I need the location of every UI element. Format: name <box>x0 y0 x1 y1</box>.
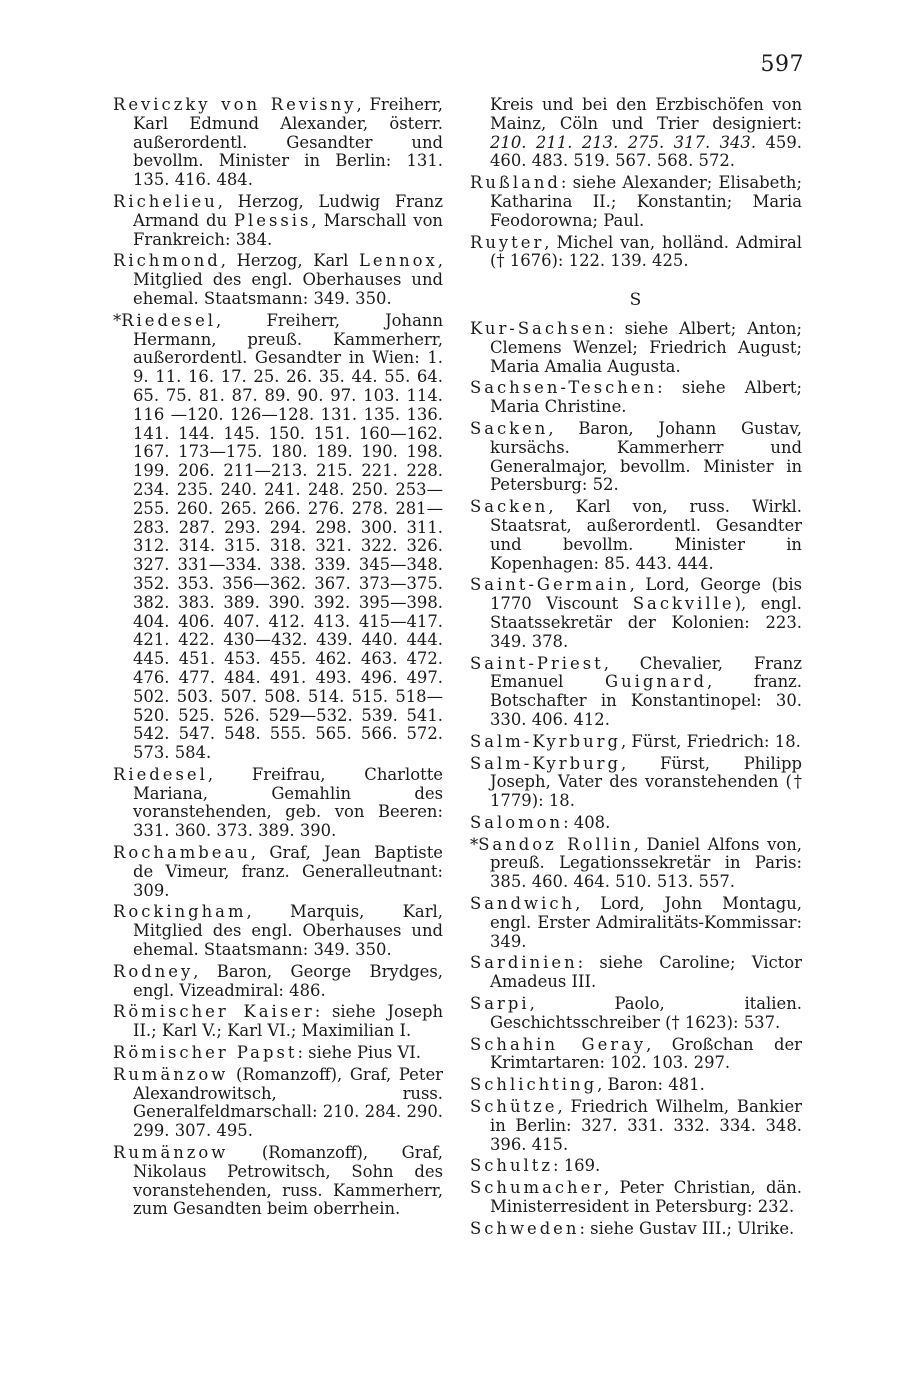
entry-text: : siehe Albert; Anton; Clemens Wenzel; Friedrich August; Maria Amalia Augusta. <box>490 318 802 376</box>
entry-name: Sacken <box>470 418 549 438</box>
entry-text: , Baron: 481. <box>597 1075 705 1095</box>
index-entry <box>470 954 802 992</box>
entry-text: , Baron, Johann Gustav, kursächs. Kammerherr und Generalmajor, bevollm. Minister in Petersburg: 52. <box>490 418 802 495</box>
index-entry <box>113 1066 443 1141</box>
entry-text: , Marquis, Karl, Mitglied des engl. Oberhauses und ehemal. Staatsmann: 349. 350. <box>133 902 443 960</box>
index-entry <box>113 903 443 959</box>
entry-text: , Karl von, russ. Wirkl. Staatsrat, außerordentl. Gesandter und bevollm. Minister in Kopenhagen: 85. 443. 444. <box>490 497 802 573</box>
entry-text: , Michel van, holländ. Admiral († 1676): 122. 139. 425. <box>490 232 802 271</box>
entry-name: Sackville <box>632 594 735 614</box>
right-column-top <box>470 96 802 271</box>
entry-text: , Friedrich Wilhelm, Bankier in Berlin: 327. 331. 332. 334. 348. 396. 415. <box>490 1097 802 1154</box>
index-entry <box>470 320 802 376</box>
index-entry <box>470 1076 802 1095</box>
entry-text: , Großchan der Krimtartaren: 102. 103. 297. <box>490 1034 802 1073</box>
entry-text: , franz. Botschafter in Konstantinopel: 30. 330. 406. 412. <box>490 672 802 729</box>
entry-text: Kreis und bei den Erzbischöfen von Mainz, Cöln und Trier designiert: <box>490 95 802 133</box>
entry-name: Römischer Papst <box>113 1043 298 1063</box>
entry-text: 459. 460. 483. 519. 567. 568. 572. <box>490 132 802 171</box>
index-entry <box>470 1179 802 1217</box>
entry-name: Guignard <box>605 672 708 692</box>
entry-name: Sandoz Rollin <box>478 834 634 854</box>
entry-text: , Lord, George (bis 1770 Viscount <box>490 575 802 614</box>
entry-name: Lennox <box>358 251 438 271</box>
index-entry <box>470 755 802 811</box>
entry-text: , Peter Christian, dän. Ministerresident in Petersburg: 232. <box>490 1178 802 1217</box>
entry-name: Rumänzow <box>113 1143 229 1163</box>
index-entry <box>113 1144 443 1219</box>
entry-name: Ruyter <box>470 232 545 252</box>
entry-name: Römischer Kaiser <box>113 1002 315 1022</box>
index-entry <box>470 1098 802 1154</box>
page-number: 597 <box>760 52 804 77</box>
entry-text: , Baron, George Brydges, engl. Vizeadmiral: 486. <box>133 961 443 1000</box>
index-entry <box>113 1003 443 1041</box>
entry-text: , Mitglied des engl. Oberhauses und ehemal. Staatsmann: 349. 350. <box>133 251 443 308</box>
entry-name: Plessis <box>233 210 312 230</box>
index-entry <box>470 1036 802 1074</box>
entry-text: : siehe Albert; Maria Christine. <box>490 378 802 417</box>
index-entry <box>470 1157 802 1176</box>
index-entry <box>470 733 802 752</box>
entry-name: Sarpi <box>470 994 530 1014</box>
index-entry <box>113 766 443 841</box>
index-entry <box>470 379 802 417</box>
entry-text: , Marschall von Frankreich: 384. <box>133 210 443 249</box>
entry-name: Schahin Geray <box>470 1034 647 1054</box>
section-letter: S <box>629 290 643 311</box>
entry-text: (Romanzoff), Graf, Nikolaus Petrowitsch, Sohn des voranstehenden, russ. Kammerherr, zum Gesandten beim oberrhein. <box>133 1143 443 1219</box>
index-entry <box>470 498 802 573</box>
entry-name: Riedesel <box>113 764 208 784</box>
entry-text: , Freifrau, Charlotte Mariana, Gemahlin des voranstehenden, geb. von Beeren: 331. 360. 373. 389. 390. <box>133 764 443 841</box>
entry-text: , Daniel Alfons von, preuß. Legationssekretär in Paris: 385. 460. 464. 510. 513. 557. <box>490 834 802 892</box>
entry-text: , Fürst, Friedrich: 18. <box>621 731 801 751</box>
entry-text: , Freiherr, Karl Edmund Alexander, österr. außerordentl. Gesandter und bevollm. Minister in Berlin: 131. 135. 416. 484. <box>133 95 443 190</box>
entry-text: : siehe Caroline; Victor Amadeus III. <box>490 953 802 992</box>
entry-name: Sandwich <box>470 894 576 914</box>
index-entry <box>470 814 802 833</box>
index-entry <box>113 312 443 763</box>
entry-text: , Lord, John Montagu, engl. Erster Admiralitäts-Kommissar: 349. <box>490 894 802 951</box>
entry-name: Salm-Kyrburg <box>470 731 621 751</box>
entry-text: : 169. <box>553 1156 601 1176</box>
entry-text: , Fürst, Philipp Joseph, Vater des voranstehenden († 1779): 18. <box>490 753 802 811</box>
index-entry <box>113 252 443 308</box>
entry-text: : siehe Joseph II.; Karl V.; Karl VI.; Maximilian I. <box>133 1002 444 1041</box>
entry-name: Sachsen-Teschen <box>470 378 658 398</box>
entry-name: Schütze <box>470 1097 558 1117</box>
entry-name: Rumänzow <box>113 1064 229 1084</box>
entry-name: Kur-Sachsen <box>470 318 609 338</box>
entry-name: Salm-Kyrburg <box>470 753 621 773</box>
index-entry <box>470 174 802 230</box>
index-entry <box>470 576 802 651</box>
entry-name: Rochambeau <box>113 843 251 863</box>
index-entry <box>470 995 802 1033</box>
entry-name: Saint-Germain <box>470 575 630 595</box>
entry-name: Richelieu <box>113 191 218 211</box>
index-entry <box>470 420 802 495</box>
entry-name: Schweden <box>470 1218 580 1238</box>
index-entry <box>470 895 802 951</box>
index-entry <box>113 844 443 900</box>
left-column <box>113 96 443 1222</box>
index-entry <box>470 234 802 272</box>
entry-text: * <box>470 834 479 854</box>
entry-text: : 408. <box>563 812 611 832</box>
entry-name: Reviczky von Revisny <box>113 95 357 114</box>
entry-text: , Herzog, Karl <box>220 251 359 271</box>
index-entry <box>470 96 802 171</box>
entry-text: , Herzog, Ludwig Franz Armand du <box>133 191 443 230</box>
right-column-bottom <box>470 320 802 1239</box>
entry-name: Richmond <box>113 251 221 271</box>
entry-text: ), engl. Staatssekretär der Kolonien: 223. 349. 378. <box>490 594 802 651</box>
entry-name: Sacken <box>470 497 549 517</box>
index-entry <box>113 1044 443 1063</box>
index-entry <box>113 963 443 1001</box>
entry-name: Riedesel <box>121 310 217 330</box>
index-entry <box>470 655 802 730</box>
index-entry <box>470 836 802 892</box>
entry-text: , Chevalier, Franz Emanuel <box>490 653 802 692</box>
index-entry <box>113 193 443 249</box>
entry-name: Rodney <box>113 961 194 981</box>
entry-text: , Paolo, italien. Geschichtsschreiber († 1623): 537. <box>490 994 802 1032</box>
entry-name: Sardinien <box>470 953 578 973</box>
index-entry <box>470 1220 802 1239</box>
entry-italic-text: 210. 211. 213. 275. 317. 343. <box>490 132 757 152</box>
entry-text: , Freiherr, Johann Hermann, preuß. Kammerherr, außerordentl. Gesandter in Wien: 1. 9. 11. 16. 17. 25. 26. 35. 44. 55. 64. 65. 75. 81. 87. 89. 90. 97. 103. 114. 116 —120. 126—128. 131. 135. 136. 141. 144. 145. 150. 151. 160—162. 167. 173—175. 180. 189. 190. 198. 199. 206. 211—213. 215. 221. 228. 234. 235. 240. 241. 248. 250. 253—255. 260. 265. 266. 276. 278. 281—283. 287. 293. 294. 298. 300. 311. 312. 314. 315. 318. 321. 322. 326. 327. 331—334. 338. 339. 345—348. 352. 353. 356—362. 367. 373—375. 382. 383. 389. 390. 392. 395—398. 404. 406. 407. 412. 413. 415—417. 421. 422. 430—432. 439. 440. 444. 445. 451. 453. 455. 462. 463. 472. 476. 477. 484. 491. 493. 496. 497. 502. 503. 507. 508. 514. 515. 518—520. 525. 526. 529—532. 539. 541. 542. 547. 548. 555. 565. 566. 572. 573. 584. <box>133 310 443 763</box>
entry-text: (Romanzoff), Graf, Peter Alexandrowitsch, russ. Generalfeldmarschall: 210. 284. 290. 299. 307. 495. <box>133 1064 443 1141</box>
index-entry <box>113 96 443 190</box>
entry-text: , Graf, Jean Baptiste de Vimeur, franz. Generalleutnant: 309. <box>133 843 443 900</box>
entry-text: * <box>113 310 122 330</box>
entry-name: Saint-Priest <box>470 653 604 673</box>
entry-text: : siehe Gustav III.; Ulrike. <box>579 1218 795 1238</box>
entry-name: Schumacher <box>470 1178 605 1198</box>
entry-name: Rockingham <box>113 902 247 922</box>
entry-name: Rußland <box>470 173 561 193</box>
entry-name: Schlichting <box>470 1075 598 1095</box>
right-column <box>470 96 802 1242</box>
entry-name: Schultz <box>470 1156 553 1176</box>
entry-text: : siehe Alexander; Elisabeth; Katharina II.; Konstantin; Maria Feodorowna; Paul. <box>490 173 802 230</box>
entry-text: : siehe Pius VI. <box>297 1043 421 1063</box>
entry-name: Salomon <box>470 812 564 832</box>
